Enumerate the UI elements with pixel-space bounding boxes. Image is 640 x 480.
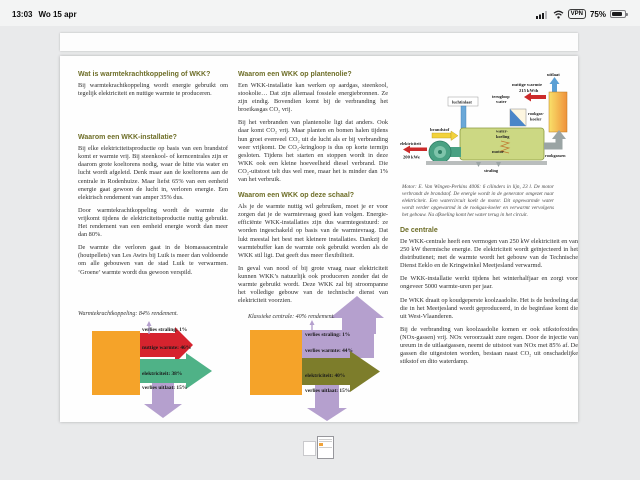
status-right [536, 9, 628, 19]
heading-waarom-plantenolie: Waarom een WKK op plantenolie? [238, 71, 352, 78]
paragraph: De WKK draait op koudgeperste koolzaadolie. Het is de bedoeling dat die in het Meetjesland wordt geproduceerd, in de beginfase komt die uit West-Vlaanderen. [400, 296, 578, 320]
verlies-uitlaat-pijl [307, 408, 347, 421]
paragraph: Bij het verbranden van plantenolie ligt dat anders. Ook daar komt CO₂ vrij. Maar planten en bomen halen tijdens hun groei evenveel CO₂ uit de lucht als er bij verbranding weer vrijkomt. De CO₂-kringloop is dus op korte termijn gesloten. Tijdens het starten en stoppen wordt in deze WKK ook een kleine hoeveelheid diesel verbrand. Die CO₂-uitstoot telt dus wel mee, maar het is minder dan 1% van het verbruik. [238, 119, 388, 184]
status-bar [0, 0, 640, 26]
engine-diagram [400, 62, 575, 182]
paragraph: Als je de warmte nuttig wil gebruiken, moet je er voor zorgen dat je de warmtevraag goed kan volgen. Energie-efficiënte WKK-installaties zijn dus warmtegestuurd: ze worden ingeschakeld op basis van de warmtevraag. Dat lukt meestal het best met kleinere installaties. Dankzij de warmtebuffer kan de warmte ook gebruikt worden als de WKK stil ligt. Dat geeft dus meer flexibiliteit. [238, 203, 388, 259]
elektriciteit-pijl [186, 353, 212, 389]
wifi-icon [553, 10, 564, 19]
page-thumbnail-2-current[interactable] [317, 436, 334, 459]
uitlaat-arrowhead [550, 77, 560, 84]
battery-icon [610, 10, 626, 18]
heading-wat-is-wkk: Wat is warmtekrachtkoppeling of WKK? [78, 71, 211, 78]
brandstof-arrow [432, 133, 451, 138]
warmte-arrowhead [524, 93, 531, 102]
paragraph: De WKK-installatie werkt tijdens het winterhalfjaar en zorgt voor ongeveer 5000 warmte-uren per jaar. [400, 275, 578, 291]
flow-label: verlies straling: 1% [305, 332, 351, 338]
uitlaat-arrow [552, 83, 557, 92]
nuttige-warmte-value: 215 kWth [519, 88, 539, 93]
uitlaat-label: uitlaat [547, 72, 560, 77]
status-date: Wo 15 apr [38, 9, 77, 19]
verlies-straling-punt [147, 321, 152, 326]
status-left [12, 10, 77, 19]
brandstof-label: brandstof [430, 127, 450, 132]
previous-page-edge [60, 33, 578, 51]
flow-label: elektriciteit: 40% [305, 373, 346, 379]
sankey-wkk-title: Warmtekrachtkoppeling: 84% rendement. [78, 311, 179, 317]
elektriciteit-stroom [302, 358, 350, 385]
terugloop-water-label2: water [496, 99, 507, 104]
paragraph: Door warmtekrachtkoppeling wordt de warmte die vrijkomt tijdens de elektriciteitsproductie nuttig gebruikt. Het rendement van een eenheid energie wordt dan meer dan 80%. [78, 206, 228, 239]
heading-waarom-wkk-installatie: Waarom een WKK-installatie? [78, 134, 177, 142]
flow-label: verlies straling: 1% [142, 327, 188, 333]
elektriciteit-label: elektriciteit [400, 141, 421, 146]
paragraph: De WKK-centrale heeft een vermogen van 250 kW elektriciteit en van 250 kW thermische energie. De elektriciteit wordt geïnjecteerd in het distributienet; met de warmte wordt het gebouw van de Technische Dienst Eeklo en de Kringwinkel Meetjesland verwarmd. [400, 238, 578, 270]
fundering [426, 161, 547, 165]
rookgassen-arrow [544, 139, 559, 146]
rookgaskoeler-label2: koeler [530, 116, 542, 122]
vpn-badge: VPN [568, 9, 586, 19]
cellular-signal-icon [536, 10, 549, 19]
heading-waarom-deze-schaal: Waarom een WKK op deze schaal? [238, 192, 355, 200]
column-3 [400, 62, 578, 371]
rookgaskoeler-box [549, 92, 567, 132]
elektriciteit-arrowhead [403, 146, 410, 154]
rookgassen-label: rookgassen [545, 153, 566, 158]
sankey-wkk [78, 320, 242, 424]
flow-label: verlies uitlaat: 15% [305, 388, 351, 394]
thumbnail-content [319, 443, 323, 446]
thumbnail-content [319, 439, 332, 440]
nuttige-warmte-label: nuttige warmte [512, 82, 542, 87]
waterkoeling-label: water- [496, 128, 508, 134]
energie-input-blok [92, 331, 140, 395]
terugloop-water-label: terugloop [492, 94, 510, 99]
paragraph: Een WKK-installatie kan werken op aardgas, steenkool, stookolie… Dat zijn allemaal fossiele energiebronnen. Ze zijn eindig. Bovendien komt bij de verbranding het broeikasgas CO₂ vrij. [238, 82, 388, 114]
document-page [60, 56, 578, 422]
flow-label: nuttige warmte: 46% [142, 345, 192, 351]
paragraph: De warmte die verloren gaat in de biomassacentrale (houtpellets) van Les Awirs bij Luik is meer dan voldoende om alle gebouwen van de stad Luik te verwarmen. ‘Groene’ warmte wordt dus gewoon verspild. [78, 244, 228, 276]
elektriciteit-arrow [410, 148, 427, 152]
figure-caption: Motor: E. Van Wingen-Perkins 4006: 6 cilinders in lijn, 23 l. De motor verbrandt de brandstof. De energie wordt in de generator omgezet naar elektriciteit. Een watercircuit koelt de motor. Dit opgewarmde water wordt verder opgewarmd in de rookgas-koeler en verwarmt vervolgens het gebouw. Na afkoeling komt het water terug in het circuit. [402, 184, 554, 218]
sankey-klassiek-title: Klassieke centrale: 40% rendement. [248, 314, 335, 320]
waterkoeling-label2: koeling [496, 134, 510, 139]
page-thumbnail-1[interactable] [303, 441, 316, 456]
thumbnail-content [319, 441, 332, 442]
page-thumbnails [303, 436, 334, 459]
luchtinlaat-label: luchtinlaat [452, 99, 472, 105]
battery-percent: 75% [589, 9, 606, 19]
warmte-arrow [531, 95, 546, 99]
luchtinlaat-pipe [461, 106, 466, 128]
column-1 [78, 71, 228, 282]
paragraph: Bij de verbranding van koolzaadolie komen er ook stikstofoxides (NOx-gassen) vrij. NOx veroorzaakt zure regen. Door de injectie van ureum in de uitlaatgassen, neemt de uitstoot van NOx met 85% af. De gassen die uitgestoten worden, bestaan naast CO₂ uit onschadelijke stikstof en dito waterdamp. [400, 325, 578, 366]
thumbnail-content [319, 447, 332, 448]
rookgaskoeler-label: rookgas- [528, 111, 544, 116]
verlies-uitlaat-pijl [144, 404, 182, 418]
motor-label: motor [492, 149, 504, 154]
elektriciteit-value: 200 kWe [403, 154, 420, 160]
paragraph: Bij warmtekrachtkoppeling wordt energie gebruikt om tegelijk elektriciteit en nuttige warmte te produceren. [78, 82, 228, 98]
flow-label: elektriciteit: 38% [142, 371, 183, 377]
verlies-warmte-pijl [330, 296, 384, 318]
straling-label: straling [484, 168, 499, 173]
status-time: 13:03 [12, 9, 33, 19]
heading-de-centrale: De centrale [400, 227, 438, 234]
generator-as [438, 150, 442, 154]
brandstof-arrowhead [451, 131, 458, 141]
paragraph: Bij elke elektriciteitsproductie op basis van een brandstof komt er warmte vrij. Bij steenkool- of kerncentrales zijn er daarom grote koeltorens nodig, waar de hitte via water en lucht wordt afgeleid. Denk maar aan de koeltorens aan de centrale in Rodenhuize. Maar liefst 65% van een eenheid energie gaat gewoon de lucht in, verloren energie. Een elektrisch rendement van amper 35% dus. [78, 145, 228, 201]
flow-label: verlies uitlaat: 15% [142, 385, 188, 391]
paragraph: In geval van nood of bij grote vraag naar elektriciteit kunnen WKK’s natuurlijk ook produceren zonder dat de warmte gebruikt wordt. Deze WKK zal bij stroompanne het volledige gebouw van de technische dienst van elektriciteit voorzien. [238, 264, 388, 305]
energie-input-blok [250, 330, 302, 395]
verlies-straling-punt [310, 320, 315, 325]
flow-label: verlies warmte: 44% [305, 348, 353, 354]
column-2 [238, 71, 388, 310]
